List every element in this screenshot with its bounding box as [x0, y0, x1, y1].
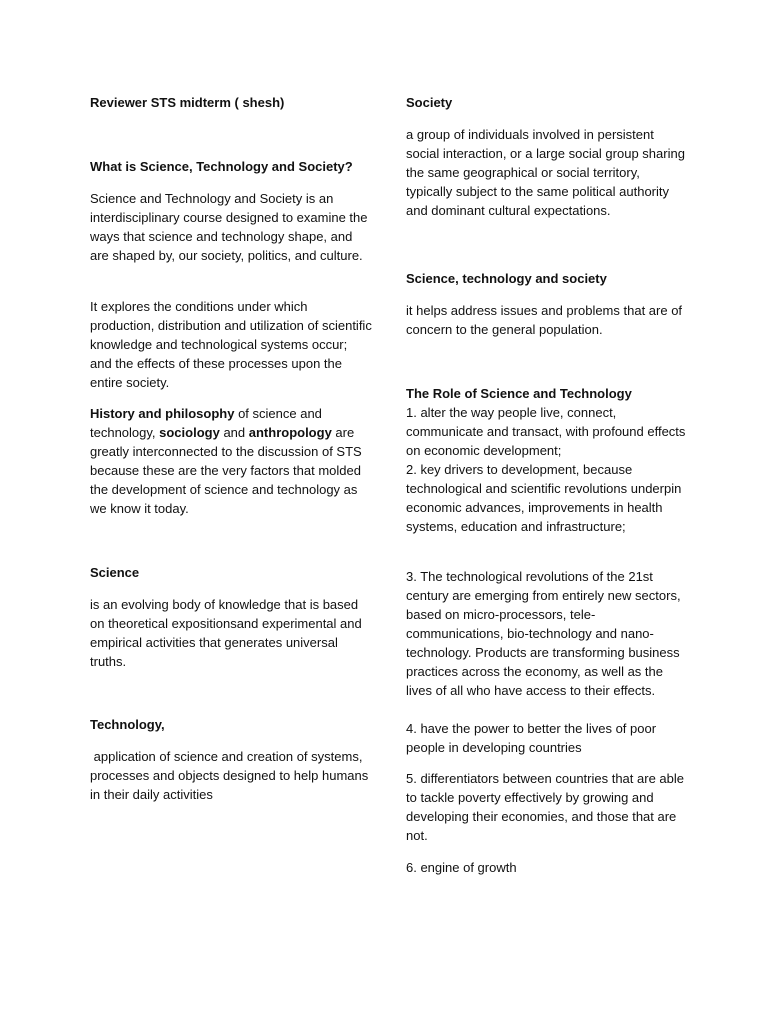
- paragraph-technology: application of science and creation of systems, processes and objects designed to help humans in their daily activities: [90, 749, 372, 802]
- document-title: Reviewer STS midterm ( shesh): [90, 95, 285, 110]
- heading-what-is-sts: What is Science, Technology and Society?: [90, 159, 353, 174]
- paragraph-what-is-sts-2: It explores the conditions under which production, distribution and utilization of scientific knowledge and technological systems occur; and the effects of these processes upon the entire society.: [90, 299, 372, 390]
- paragraph-society: a group of individuals involved in persistent social interaction, or a large social group sharing the same geographical or social territory, typically subject to the same political authority and dominant cultural expectations.: [406, 127, 685, 218]
- paragraph-what-is-sts-3: [90, 404, 372, 518]
- paragraph-science: is an evolving body of knowledge that is based on theoretical expositionsand experimental and empirical activities that generates universal truths.: [90, 597, 362, 669]
- heading-technology: Technology,: [90, 717, 165, 732]
- paragraph-sts: it helps address issues and problems that are of concern to the general population.: [406, 303, 683, 337]
- bold-history-philosophy: History and philosophy: [90, 406, 235, 421]
- heading-science-technology-society: Science, technology and society: [406, 271, 607, 286]
- bold-sociology: sociology: [159, 425, 220, 440]
- role-item-5: 5. differentiators between countries that are able to tackle poverty effectively by growing and developing their economies, and those that are not.: [406, 771, 684, 843]
- role-item-4: 4. have the power to better the lives of poor people in developing countries: [406, 721, 657, 755]
- paragraph-what-is-sts-1: Science and Technology and Society is an interdisciplinary course designed to examine the ways that science and technology shape, and are shaped by, our society, politics, and culture.: [90, 191, 368, 263]
- bold-anthropology: anthropology: [248, 425, 332, 440]
- role-item-2: 2. key drivers to development, because technological and scientific revolutions underpin economic advances, improvements in health systems, education and infrastructure;: [406, 462, 682, 534]
- heading-role-of-science-technology: The Role of Science and Technology: [406, 386, 632, 401]
- role-item-1: 1. alter the way people live, connect, communicate and transact, with profound effects on economic development;: [406, 405, 686, 458]
- heading-society: Society: [406, 95, 453, 110]
- text-fragment: and: [219, 425, 249, 440]
- role-item-6: 6. engine of growth: [406, 860, 517, 875]
- role-item-3: 3. The technological revolutions of the 21st century are emerging from entirely new sectors, based on micro-processors, tele-communications, bio-technology and nano-technology. Products are transforming business practices across the economy, as well as the lives of all who have access to their effects.: [406, 569, 681, 698]
- text-fragment: are greatly interconnected to the discussion of STS because these are the very factors that molded the development of science and technology as we know it today.: [90, 425, 362, 516]
- heading-science: Science: [90, 565, 140, 580]
- text-fragment: of science and technology,: [90, 406, 322, 440]
